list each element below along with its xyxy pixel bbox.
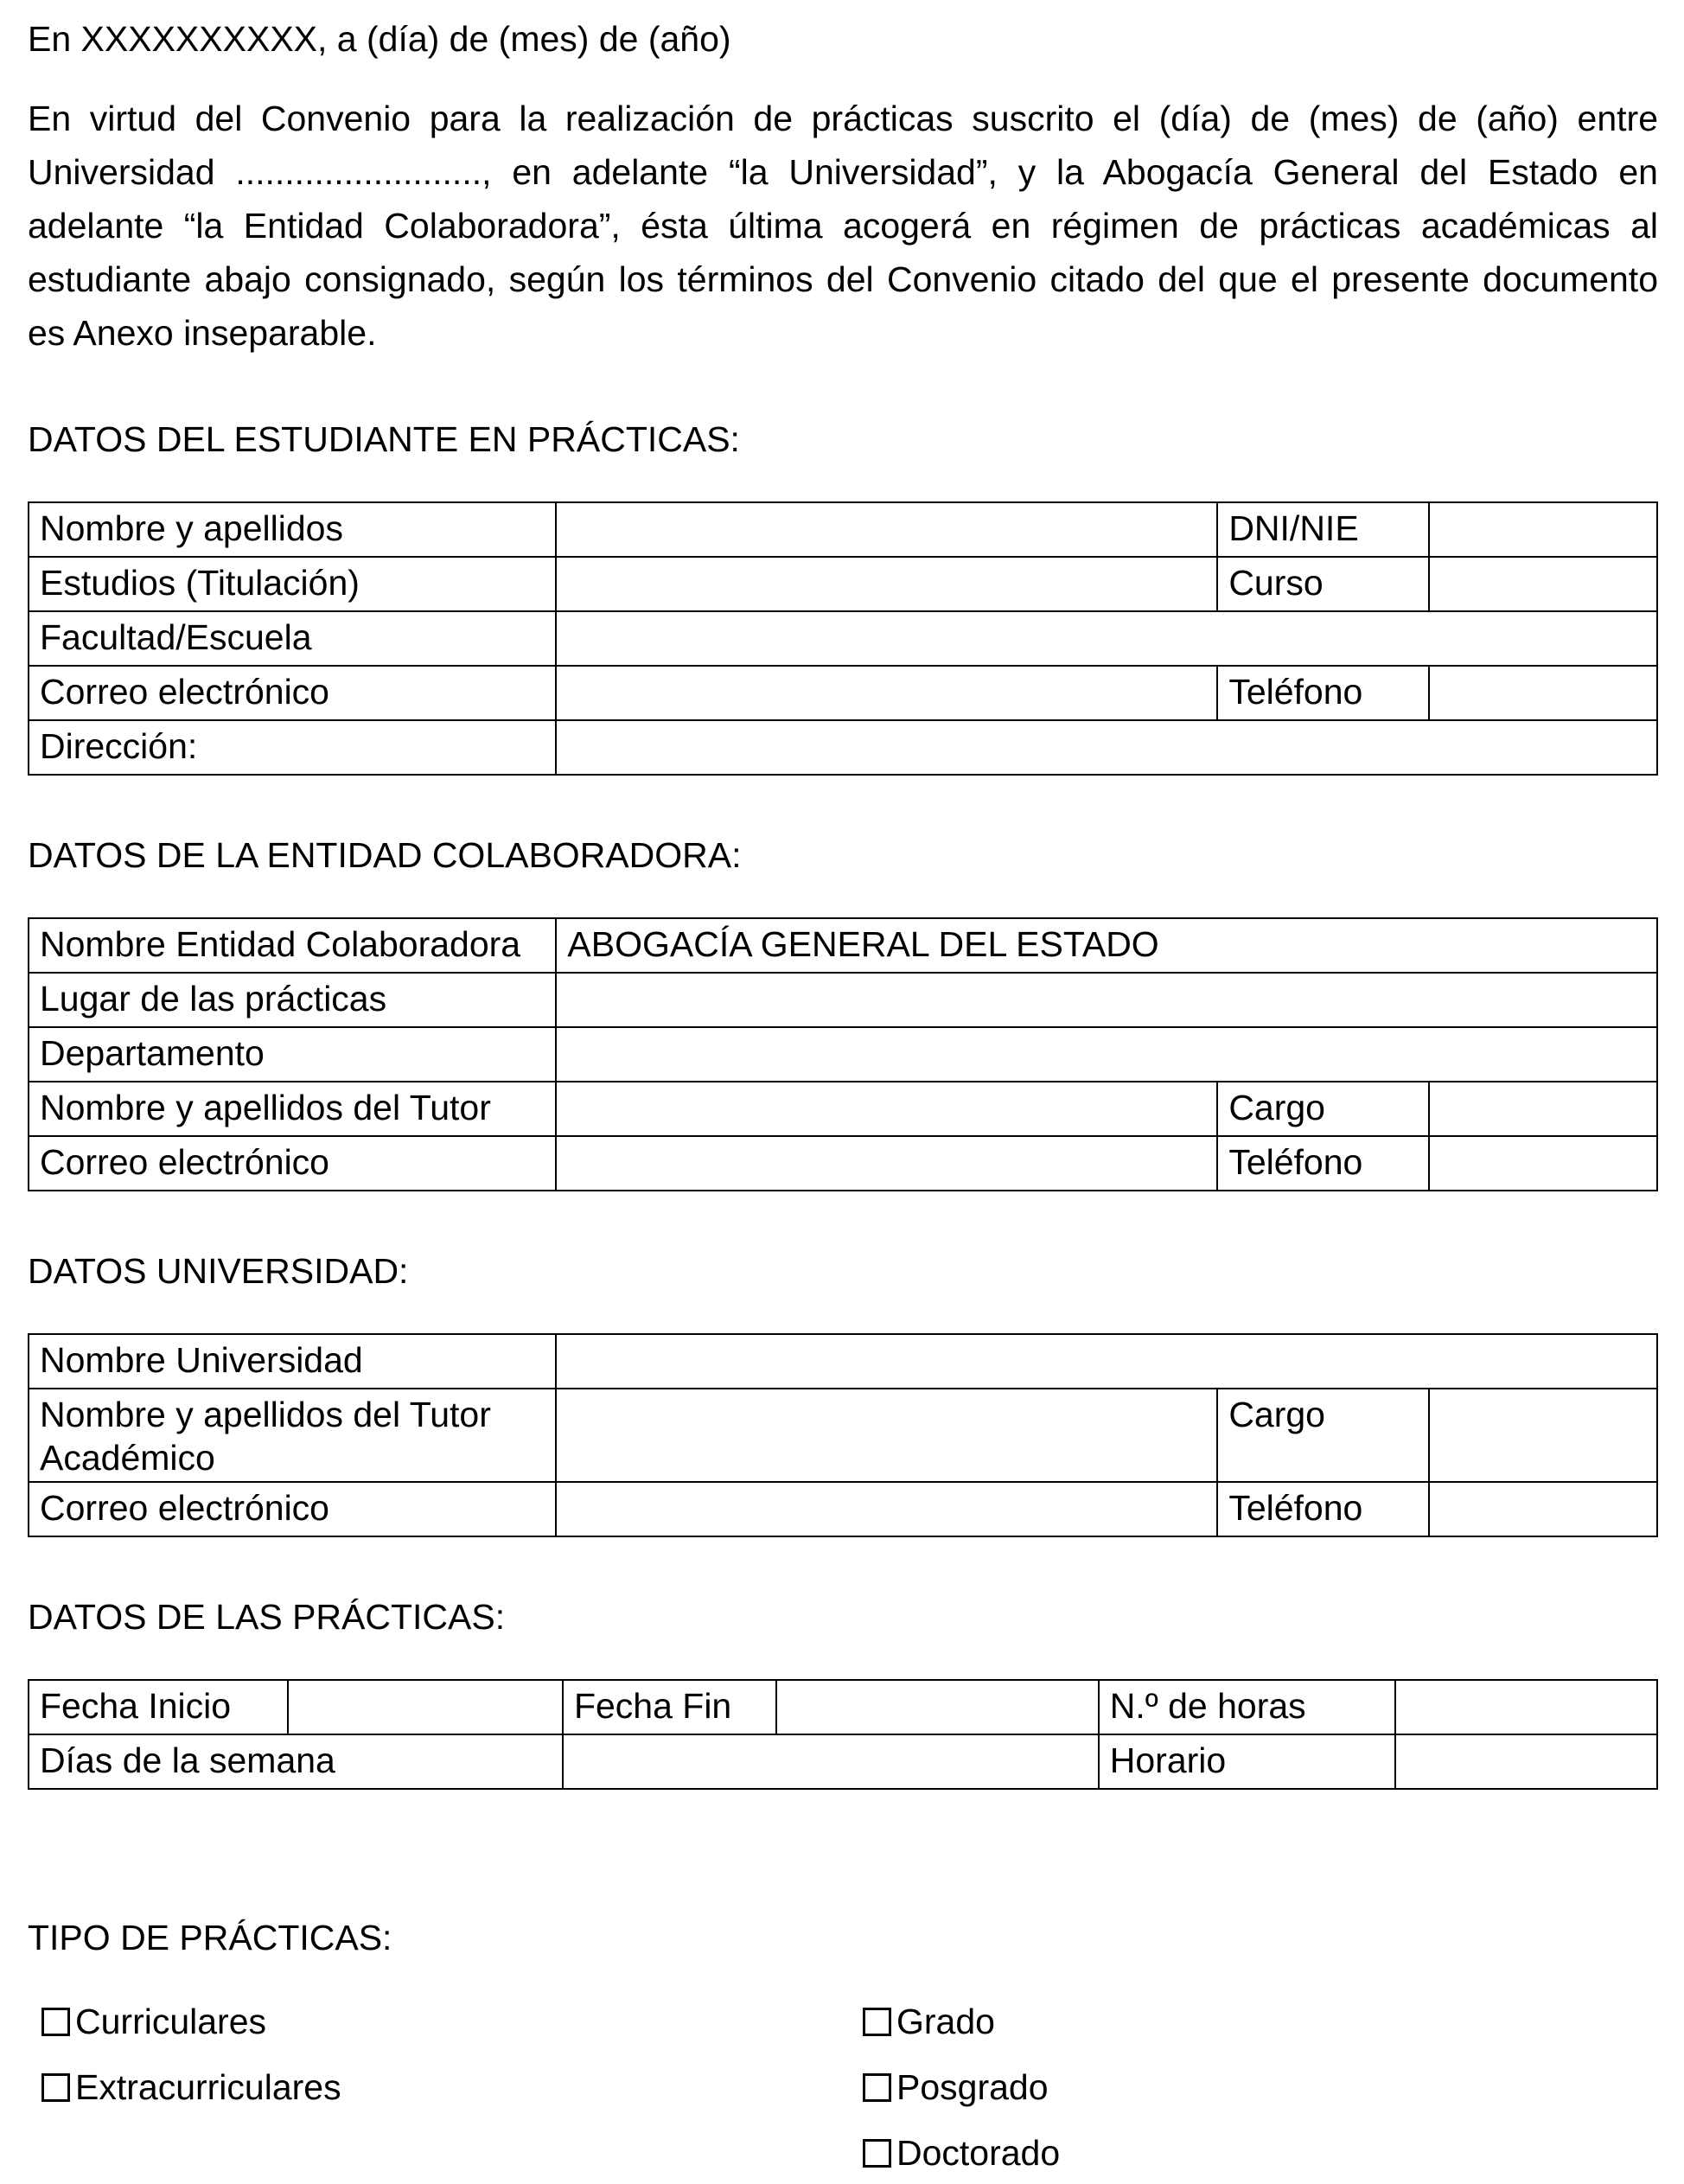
label-university-email: Correo electrónico bbox=[29, 1482, 556, 1536]
field-university-tutor-role[interactable] bbox=[1429, 1389, 1657, 1482]
table-row bbox=[29, 1082, 1657, 1136]
table-row bbox=[29, 1334, 1657, 1389]
table-row bbox=[29, 1136, 1657, 1191]
label-student-course: Curso bbox=[1217, 557, 1429, 611]
label-student-faculty: Facultad/Escuela bbox=[29, 611, 556, 666]
dateline: En XXXXXXXXXX, a (día) de (mes) de (año) bbox=[28, 19, 731, 59]
field-entity-name[interactable]: ABOGACÍA GENERAL DEL ESTADO bbox=[556, 918, 1657, 973]
field-university-phone[interactable] bbox=[1429, 1482, 1657, 1536]
practice-type-column-left bbox=[41, 1995, 863, 2180]
heading-student-data: DATOS DEL ESTUDIANTE EN PRÁCTICAS: bbox=[28, 419, 740, 459]
field-student-address[interactable] bbox=[556, 720, 1657, 775]
university-table bbox=[28, 1333, 1658, 1537]
field-student-course[interactable] bbox=[1429, 557, 1657, 611]
field-entity-place[interactable] bbox=[556, 973, 1657, 1027]
checkbox-grado[interactable] bbox=[863, 1995, 1060, 2048]
practices-table bbox=[28, 1679, 1658, 1790]
checkbox-label: Grado bbox=[896, 2002, 995, 2041]
field-student-faculty[interactable] bbox=[556, 611, 1657, 666]
label-schedule: Horario bbox=[1099, 1734, 1395, 1789]
checkbox-icon bbox=[41, 2073, 70, 2102]
checkbox-icon bbox=[41, 2008, 70, 2036]
label-hours: N.º de horas bbox=[1099, 1680, 1395, 1734]
field-week-days[interactable] bbox=[563, 1734, 1099, 1789]
field-university-tutor[interactable] bbox=[556, 1389, 1217, 1482]
table-row bbox=[29, 502, 1657, 557]
label-entity-department: Departamento bbox=[29, 1027, 556, 1082]
label-student-dni: DNI/NIE bbox=[1217, 502, 1429, 557]
label-student-phone: Teléfono bbox=[1217, 666, 1429, 720]
label-university-name: Nombre Universidad bbox=[29, 1334, 556, 1389]
field-entity-email[interactable] bbox=[556, 1136, 1217, 1191]
checkbox-label: Posgrado bbox=[896, 2067, 1049, 2107]
label-entity-tutor-role: Cargo bbox=[1217, 1082, 1429, 1136]
field-student-email[interactable] bbox=[556, 666, 1217, 720]
checkbox-label: Extracurriculares bbox=[75, 2067, 341, 2107]
field-end-date[interactable] bbox=[776, 1680, 1099, 1734]
label-end-date: Fecha Fin bbox=[563, 1680, 776, 1734]
table-row bbox=[29, 1482, 1657, 1536]
intro-paragraph: En virtud del Convenio para la realización de prácticas suscrito el (día) de (mes) de (año) entre Universidad ........................., en adelante “la Universidad”, y la Abogacía General del Estado en adelante “la Entidad Colaboradora”, ésta última acogerá en régimen de prácticas académicas al estudiante abajo consignado, según los términos del Convenio citado del que el presente documento es Anexo inseparable. bbox=[28, 99, 1658, 353]
field-entity-tutor-role[interactable] bbox=[1429, 1082, 1657, 1136]
table-row bbox=[29, 918, 1657, 973]
entity-table bbox=[28, 917, 1658, 1191]
label-entity-phone: Teléfono bbox=[1217, 1136, 1429, 1191]
heading-practice-type: TIPO DE PRÁCTICAS: bbox=[28, 1918, 392, 1957]
label-student-name: Nombre y apellidos bbox=[29, 502, 556, 557]
label-entity-place: Lugar de las prácticas bbox=[29, 973, 556, 1027]
label-student-address: Dirección: bbox=[29, 720, 556, 775]
field-student-degree[interactable] bbox=[556, 557, 1217, 611]
field-student-phone[interactable] bbox=[1429, 666, 1657, 720]
field-hours[interactable] bbox=[1395, 1680, 1657, 1734]
checkbox-label: Curriculares bbox=[75, 2002, 266, 2041]
label-university-tutor-role: Cargo bbox=[1217, 1389, 1429, 1482]
checkbox-extracurriculares[interactable] bbox=[41, 2060, 863, 2114]
table-row bbox=[29, 1680, 1657, 1734]
field-schedule[interactable] bbox=[1395, 1734, 1657, 1789]
practice-type-options bbox=[28, 1995, 1658, 2180]
label-week-days: Días de la semana bbox=[29, 1734, 563, 1789]
table-row bbox=[29, 557, 1657, 611]
field-student-name[interactable] bbox=[556, 502, 1217, 557]
field-start-date[interactable] bbox=[288, 1680, 563, 1734]
label-start-date: Fecha Inicio bbox=[29, 1680, 288, 1734]
table-row bbox=[29, 1027, 1657, 1082]
table-row bbox=[29, 611, 1657, 666]
label-entity-name: Nombre Entidad Colaboradora bbox=[29, 918, 556, 973]
heading-practice-data: DATOS DE LAS PRÁCTICAS: bbox=[28, 1597, 506, 1637]
field-university-email[interactable] bbox=[556, 1482, 1217, 1536]
checkbox-icon bbox=[863, 2073, 891, 2102]
practice-type-column-right bbox=[863, 1995, 1060, 2180]
label-student-email: Correo electrónico bbox=[29, 666, 556, 720]
table-row bbox=[29, 720, 1657, 775]
label-student-degree: Estudios (Titulación) bbox=[29, 557, 556, 611]
field-entity-tutor[interactable] bbox=[556, 1082, 1217, 1136]
field-entity-department[interactable] bbox=[556, 1027, 1657, 1082]
table-row bbox=[29, 666, 1657, 720]
label-entity-tutor: Nombre y apellidos del Tutor bbox=[29, 1082, 556, 1136]
field-university-name[interactable] bbox=[556, 1334, 1657, 1389]
label-entity-email: Correo electrónico bbox=[29, 1136, 556, 1191]
heading-university-data: DATOS UNIVERSIDAD: bbox=[28, 1251, 409, 1291]
student-table bbox=[28, 501, 1658, 776]
field-entity-phone[interactable] bbox=[1429, 1136, 1657, 1191]
table-row bbox=[29, 973, 1657, 1027]
checkbox-doctorado[interactable] bbox=[863, 2126, 1060, 2180]
label-university-phone: Teléfono bbox=[1217, 1482, 1429, 1536]
checkbox-curriculares[interactable] bbox=[41, 1995, 863, 2048]
checkbox-posgrado[interactable] bbox=[863, 2060, 1060, 2114]
label-university-tutor: Nombre y apellidos del Tutor Académico bbox=[29, 1389, 556, 1482]
field-student-dni[interactable] bbox=[1429, 502, 1657, 557]
checkbox-icon bbox=[863, 2008, 891, 2036]
table-row bbox=[29, 1734, 1657, 1789]
heading-entity-data: DATOS DE LA ENTIDAD COLABORADORA: bbox=[28, 835, 742, 875]
checkbox-icon bbox=[863, 2139, 891, 2168]
table-row bbox=[29, 1389, 1657, 1482]
checkbox-label: Doctorado bbox=[896, 2133, 1061, 2173]
